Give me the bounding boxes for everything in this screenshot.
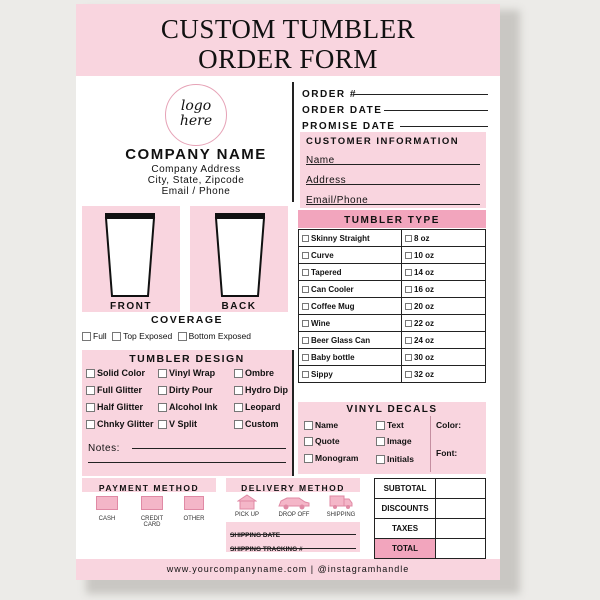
totals-value-field[interactable] [436,539,486,559]
tumbler-size-option[interactable]: 8 oz [402,230,486,247]
tumbler-design-section [82,350,292,476]
credit-card-icon [141,496,163,510]
tumbler-size-option[interactable]: 32 oz [402,366,486,383]
design-option[interactable]: Full Glitter [86,385,142,395]
vinyl-quote-option[interactable]: Quote [304,436,340,446]
shipping-tracking-field[interactable]: SHIPPING TRACKING # [230,538,356,550]
payment-heading-bar [82,478,216,492]
order-date-field[interactable]: ORDER DATE [302,100,488,116]
totals-label: SUBTOTAL [375,479,436,499]
tumbler-type-option[interactable]: Tapered [299,264,402,281]
promise-date-field[interactable]: PROMISE DATE [302,116,488,132]
vinyl-text-option[interactable]: Text [376,420,404,430]
coverage-full-option[interactable]: Full [82,331,107,341]
design-option[interactable]: Leopard [234,402,281,412]
totals-table [374,478,486,559]
payment-cash[interactable]: CASH [92,496,122,522]
customer-address-field[interactable]: Address [306,170,480,184]
cash-icon [96,496,118,510]
coverage-heading: COVERAGE [150,314,224,326]
tumbler-type-heading-bar [298,210,486,228]
logo-text-1: logo [180,98,212,114]
tumbler-type-option[interactable]: Baby bottle [299,349,402,366]
tumbler-size-option[interactable]: 24 oz [402,332,486,349]
payment-options [88,496,208,526]
totals-row [375,519,486,539]
tumbler-type-row [299,281,486,298]
title-line-2: ORDER FORM [198,44,378,74]
tumbler-back-icon [214,212,266,298]
vinyl-heading: VINYL DECALS [346,404,438,415]
design-heading: TUMBLER DESIGN [129,353,245,365]
totals-row [375,539,486,559]
design-option[interactable]: Ombre [234,368,274,378]
shipping-date-field[interactable]: SHIPPING DATE [230,524,356,536]
truck-icon [329,494,353,510]
vinyl-color-field[interactable]: Color: [436,420,462,430]
tumbler-size-option[interactable]: 10 oz [402,247,486,264]
company-city: City, State, Zipcode [147,175,245,186]
delivery-pickup[interactable]: PICK UP [230,494,264,518]
coverage-bottom-option[interactable]: Bottom Exposed [178,331,251,341]
tumbler-size-option[interactable]: 14 oz [402,264,486,281]
tumbler-type-option[interactable]: Beer Glass Can [299,332,402,349]
notes-field[interactable]: Notes: [88,438,286,456]
tumbler-type-row [299,315,486,332]
other-payment-icon [184,496,204,510]
tumbler-type-option[interactable]: Sippy [299,366,402,383]
tumbler-type-option[interactable]: Coffee Mug [299,298,402,315]
footer [76,559,500,580]
design-option[interactable]: Hydro Dip [234,385,288,395]
company-address: Company Address [151,164,241,175]
totals-label: TAXES [375,519,436,539]
tumbler-front-icon [104,212,156,298]
coverage-top-option[interactable]: Top Exposed [112,331,172,341]
header-divider [292,82,294,202]
vinyl-image-option[interactable]: Image [376,436,412,446]
design-option[interactable]: Half Glitter [86,402,143,412]
delivery-options [230,494,358,522]
tumbler-type-row [299,349,486,366]
company-block [82,146,310,197]
customer-info [300,132,486,208]
title-line-1: CUSTOM TUMBLER [160,14,416,44]
logo-placeholder [165,84,227,146]
company-contact: Email / Phone [161,186,231,197]
tumbler-type-row [299,247,486,264]
design-options [86,368,292,436]
tumbler-size-option[interactable]: 16 oz [402,281,486,298]
tumbler-size-option[interactable]: 22 oz [402,315,486,332]
vinyl-name-option[interactable]: Name [304,420,338,430]
totals-value-field[interactable] [436,479,486,499]
middle-divider [292,350,294,476]
payment-heading: PAYMENT METHOD [98,483,200,493]
customer-email-field[interactable]: Email/Phone [306,190,480,204]
tumbler-type-heading: TUMBLER TYPE [344,215,440,226]
delivery-heading-bar [226,478,360,492]
tumbler-type-row [299,264,486,281]
vinyl-initials-option[interactable]: Initials [376,454,414,464]
tumbler-type-row [299,230,486,247]
delivery-dropoff[interactable]: DROP OFF [274,494,314,518]
coverage-section [82,314,292,341]
tumbler-type-option[interactable]: Skinny Straight [299,230,402,247]
delivery-heading: DELIVERY METHOD [241,483,345,493]
customer-name-field[interactable]: Name [306,150,480,164]
customer-heading: CUSTOMER INFORMATION [306,136,460,147]
tumbler-type-table [298,229,486,383]
front-mockup [82,206,180,312]
totals-row [375,479,486,499]
tumbler-size-option[interactable]: 20 oz [402,298,486,315]
form-title [76,4,500,76]
car-icon [277,494,311,510]
logo-text-2: here [179,113,213,129]
vinyl-font-field[interactable]: Font: [436,448,458,458]
totals-label: TOTAL [375,539,436,559]
totals-value-field[interactable] [436,519,486,539]
footer-text: www.yourcompanyname.com | @instagramhandle [166,564,410,574]
vinyl-decals-section [298,402,486,474]
design-option[interactable]: Vinyl Wrap [158,368,215,378]
totals-row [375,499,486,519]
order-form-page [76,4,500,580]
front-label: FRONT [110,301,152,312]
payment-card[interactable]: CREDIT CARD [132,496,172,528]
totals-label: DISCOUNTS [375,499,436,519]
order-info [302,84,488,132]
design-option[interactable]: V Split [158,419,197,429]
tumbler-type-row [299,366,486,383]
design-option[interactable]: Alcohol Ink [158,402,218,412]
coverage-options [82,331,292,341]
totals-value-field[interactable] [436,499,486,519]
tumbler-type-option[interactable]: Curve [299,247,402,264]
tumbler-size-option[interactable]: 30 oz [402,349,486,366]
back-label: BACK [221,301,257,312]
company-name: COMPANY NAME [125,146,267,163]
tumbler-type-option[interactable]: Wine [299,315,402,332]
tumbler-type-option[interactable]: Can Cooler [299,281,402,298]
order-number-field[interactable]: ORDER # [302,84,488,100]
design-option[interactable]: Solid Color [86,368,145,378]
vinyl-monogram-option[interactable]: Monogram [304,453,358,463]
shipping-fields [226,522,360,552]
design-option[interactable]: Dirty Pour [158,385,213,395]
delivery-shipping[interactable]: SHIPPING [324,494,358,518]
design-option[interactable]: Chnky Glitter [86,419,154,429]
tumbler-type-row [299,332,486,349]
store-icon [237,494,257,510]
payment-other[interactable]: OTHER [180,496,208,522]
tumbler-type-row [299,298,486,315]
design-option[interactable]: Custom [234,419,279,429]
back-mockup [190,206,288,312]
